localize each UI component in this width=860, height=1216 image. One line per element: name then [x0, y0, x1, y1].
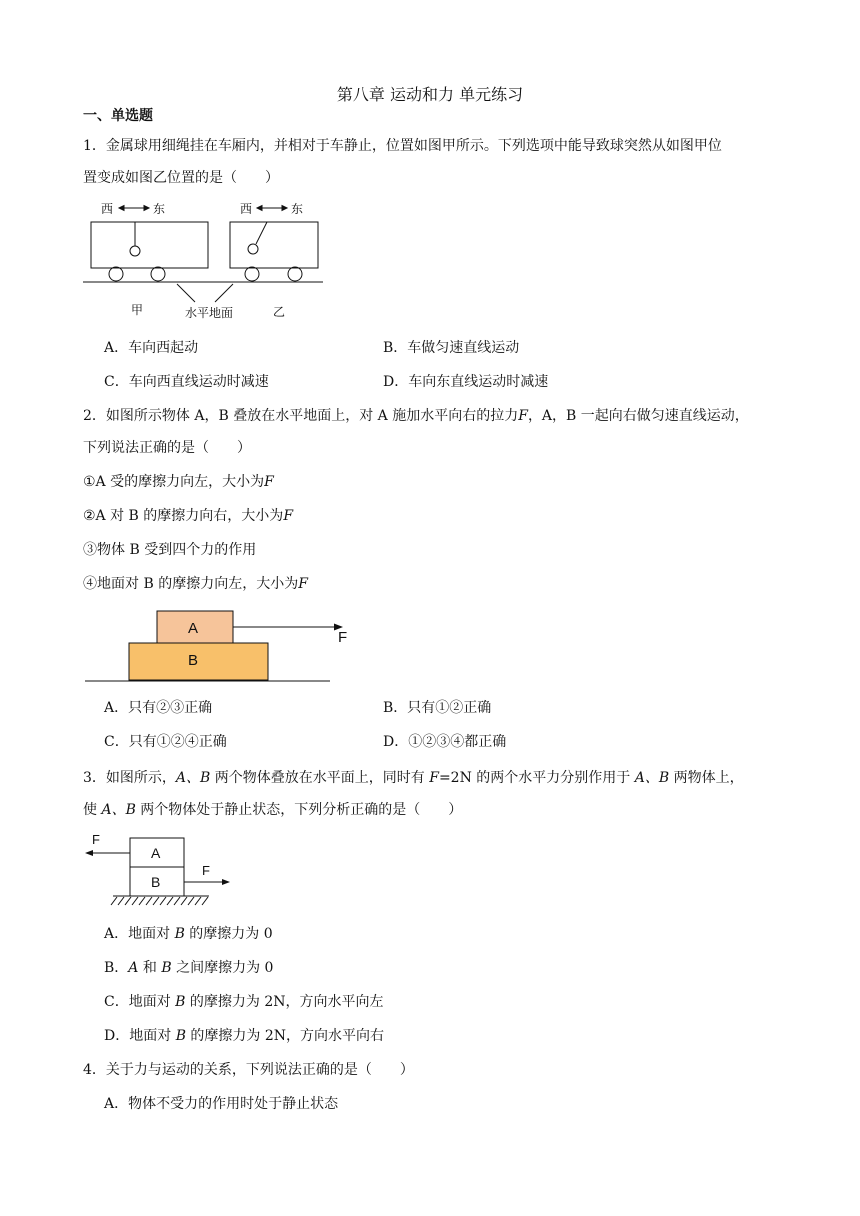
q2-fig-label-a: A	[188, 620, 199, 637]
q2-fig-label-f: F	[338, 629, 348, 646]
q1-option-d: D．车向东直线运动时减速	[383, 374, 549, 390]
q2-statement-1-text: ①A 受的摩擦力向左，大小为	[83, 474, 265, 490]
q1-option-c: C．车向西直线运动时减速	[104, 374, 269, 390]
q3-stem2-ab: A、B	[101, 802, 136, 818]
q3-figure	[83, 828, 243, 914]
q3-stem-ab2: A、B	[634, 770, 670, 786]
q3-stem2-rest: 两个物体处于静止状态，下列分析正确的是（ ）	[135, 802, 463, 818]
q3-stem-ab: A、B	[175, 770, 211, 786]
q3-stem-line2	[83, 800, 462, 820]
q3-option-d-var: B	[175, 1028, 186, 1044]
q2-statement-1-var: F	[264, 474, 274, 490]
q2-statement-2-var: F	[283, 508, 294, 524]
q3-fig-label-a: A	[151, 845, 161, 861]
page-title: 第八章 运动和力 单元练习	[336, 85, 524, 104]
q2-option-d: D．①②③④都正确	[383, 734, 507, 750]
q2-option-b: B．只有①②正确	[383, 700, 492, 716]
section-heading: 一、单选题	[83, 108, 153, 124]
q2-stem-line1	[83, 406, 749, 426]
q2-figure	[85, 606, 355, 686]
q1-fig-dir-west-right: 西	[240, 202, 253, 216]
q3-stem-end: 两物体上，	[669, 770, 744, 786]
q2-fig-label-b: B	[188, 652, 199, 669]
q3-stem-f: F	[429, 770, 439, 786]
q1-fig-label-yi: 乙	[273, 305, 286, 319]
q3-option-c	[104, 992, 384, 1012]
q1-option-b: B．车做匀速直线运动	[383, 340, 520, 356]
q3-option-b-var-b: B	[161, 960, 172, 976]
q1-option-a: A．车向西起动	[104, 340, 199, 356]
q1-fig-dir-west-left: 西	[101, 202, 114, 216]
q4-stem-line1: 4．关于力与运动的关系，下列说法正确的是（ ）	[83, 1062, 414, 1078]
q3-option-c-pre: C．地面对	[104, 994, 176, 1010]
q3-fig-label-f-right: F	[202, 863, 210, 878]
q2-statement-4-var: F	[298, 576, 308, 592]
q1-fig-label-jia: 甲	[131, 303, 144, 317]
q3-option-b-pre: B．	[104, 960, 129, 976]
q2-statement-4	[83, 574, 308, 594]
q3-option-b	[104, 958, 273, 978]
q3-option-b-var-a: A	[128, 960, 139, 976]
q1-fig-dir-east-left: 东	[153, 202, 166, 216]
q1-stem-line1: 1．金属球用细绳挂在车厢内，并相对于车静止，位置如图甲所示。下列选项中能导致球突然从如图甲位	[83, 138, 722, 154]
q1-fig-dir-east-right: 东	[291, 202, 304, 216]
q3-stem2-pre: 使	[83, 802, 102, 818]
q3-option-d	[104, 1026, 384, 1046]
q3-option-d-pre: D．地面对	[104, 1028, 176, 1044]
q3-stem-pre: 3．如图所示，	[83, 770, 176, 786]
q2-stem-text: 2．如图所示物体 A，B 叠放在水平地面上，对 A 施加水平向右的拉力	[83, 408, 519, 424]
q2-statement-2-text: ②A 对 B 的摩擦力向右，大小为	[83, 508, 284, 524]
q2-block-b	[129, 643, 268, 680]
q2-statement-2	[83, 506, 293, 526]
q1-stem-line2: 置变成如图乙位置的是（ ）	[83, 170, 279, 186]
q3-stem-mid: 两个物体叠放在水平面上，同时有	[210, 770, 430, 786]
q3-option-c-rest: 的摩擦力为 2N，方向水平向左	[185, 994, 384, 1010]
q3-option-b-mid: 和	[138, 960, 162, 976]
q2-option-c: C．只有①②④正确	[104, 734, 227, 750]
q3-option-a-var: B	[174, 926, 185, 942]
q1-fig-label-ground: 水平地面	[185, 306, 234, 320]
q1-figure	[83, 196, 333, 324]
q2-stem-tail: ，A，B 一起向右做匀速直线运动，	[527, 408, 749, 424]
q3-fig-label-f-left: F	[92, 832, 100, 847]
q2-option-a: A．只有②③正确	[104, 700, 213, 716]
q3-option-c-var: B	[175, 994, 186, 1010]
q3-stem-rest: =2N 的两个水平力分别作用于	[438, 770, 635, 786]
q3-option-d-rest: 的摩擦力为 2N，方向水平向右	[185, 1028, 385, 1044]
q3-option-a-rest: 的摩擦力为 0	[184, 926, 273, 942]
q2-stem-line2: 下列说法正确的是（ ）	[83, 440, 251, 456]
q3-stem-line1	[83, 768, 744, 788]
q4-option-a: A．物体不受力的作用时处于静止状态	[104, 1096, 339, 1112]
q3-option-b-rest: 之间摩擦力为 0	[171, 960, 274, 976]
q2-statement-4-text: ④地面对 B 的摩擦力向左，大小为	[83, 576, 299, 592]
q2-statement-3: ③物体 B 受到四个力的作用	[83, 542, 257, 558]
q2-statement-1	[83, 472, 274, 492]
q3-fig-label-b: B	[151, 874, 161, 890]
q3-option-a	[104, 924, 273, 944]
q2-stem-var: F	[518, 408, 528, 424]
q3-option-a-pre: A．地面对	[104, 926, 175, 942]
